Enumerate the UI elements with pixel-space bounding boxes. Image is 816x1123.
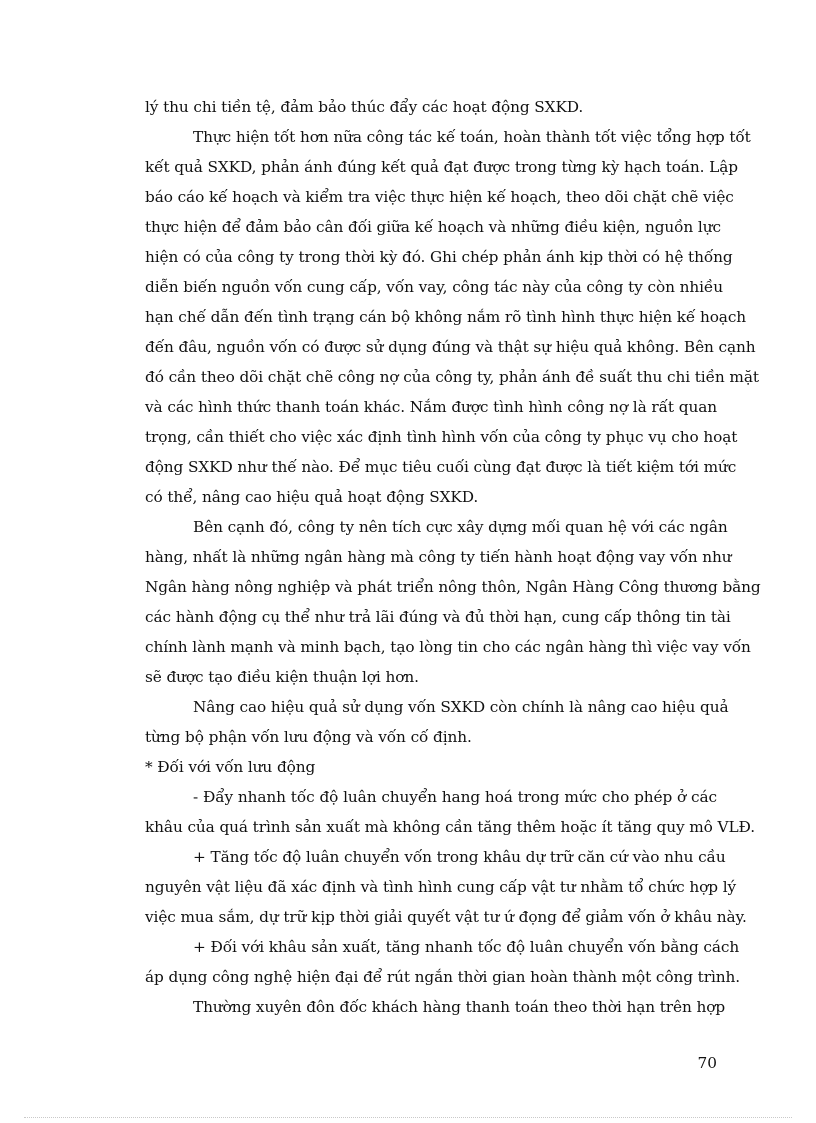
text-line: động SXKD như thế nào. Để mục tiêu cuối cùng đạt được là tiết kiệm tới mức — [145, 458, 737, 476]
text-line: sẽ được tạo điều kiện thuận lợi hơn. — [145, 668, 419, 686]
text-line: hiện có của công ty trong thời kỳ đó. Ghi chép phản ánh kịp thời có hệ thống — [145, 248, 733, 266]
bullet-line: + Tăng tốc độ luân chuyển vốn trong khâu dự trữ căn cứ vào nhu cầu — [193, 848, 726, 866]
bullet-line: + Đối với khâu sản xuất, tăng nhanh tốc độ luân chuyển vốn bằng cách — [193, 938, 740, 956]
text-line: và các hình thức thanh toán khác. Nắm được tình hình công nợ là rất quan — [145, 398, 717, 416]
paragraph-start-line: Bên cạnh đó, công ty nên tích cực xây dựng mối quan hệ với các ngân — [193, 518, 728, 536]
text-line: kết quả SXKD, phản ánh đúng kết quả đạt được trong từng kỳ hạch toán. Lập — [145, 158, 738, 176]
text-line: đến đâu, nguồn vốn có được sử dụng đúng và thật sự hiệu quả không. Bên cạnh — [145, 338, 756, 356]
text-line: chính lành mạnh và minh bạch, tạo lòng tin cho các ngân hàng thì việc vay vốn — [145, 638, 751, 656]
text-line: áp dụng công nghệ hiện đại để rút ngắn thời gian hoàn thành một công trình. — [145, 968, 741, 986]
paragraph-start-line: Thường xuyên đôn đốc khách hàng thanh toán theo thời hạn trên hợp — [193, 998, 726, 1016]
text-line: lý thu chi tiền tệ, đảm bảo thúc đẩy các hoạt động SXKD. — [145, 98, 584, 116]
text-line: hàng, nhất là những ngân hàng mà công ty tiến hành hoạt động vay vốn như — [145, 548, 732, 566]
text-line: diễn biến nguồn vốn cung cấp, vốn vay, công tác này của công ty còn nhiều — [145, 278, 723, 296]
bullet-line: - Đẩy nhanh tốc độ luân chuyển hang hoá trong mức cho phép ở các — [193, 788, 717, 806]
text-line: Ngân hàng nông nghiệp và phát triển nông thôn, Ngân Hàng Công thương bằng — [145, 578, 761, 596]
section-heading: * Đối với vốn lưu động — [145, 758, 316, 776]
paragraph-start-line: Thực hiện tốt hơn nữa công tác kế toán, hoàn thành tốt việc tổng hợp tốt — [193, 128, 751, 146]
text-line: đó cần theo dõi chặt chẽ công nợ của công ty, phản ánh đề suất thu chi tiền mặt — [145, 368, 759, 386]
page-number: 70 — [697, 1054, 717, 1072]
text-line: báo cáo kế hoạch và kiểm tra việc thực hiện kế hoạch, theo dõi chặt chẽ việc — [145, 188, 734, 206]
text-line: việc mua sắm, dự trữ kịp thời giải quyết vật tư ứ đọng để giảm vốn ở khâu này. — [145, 908, 747, 926]
paragraph-start-line: Nâng cao hiệu quả sử dụng vốn SXKD còn chính là nâng cao hiệu quả — [193, 698, 729, 716]
text-line: trọng, cần thiết cho việc xác định tình hình vốn của công ty phục vụ cho hoạt — [145, 428, 738, 446]
text-line: từng bộ phận vốn lưu động và vốn cố định. — [145, 728, 472, 746]
text-line: khâu của quá trình sản xuất mà không cần tăng thêm hoặc ít tăng quy mô VLĐ. — [145, 818, 756, 836]
document-page — [145, 92, 761, 1022]
text-line: có thể, nâng cao hiệu quả hoạt động SXKD. — [145, 488, 479, 506]
text-line: các hành động cụ thể như trả lãi đúng và đủ thời hạn, cung cấp thông tin tài — [145, 608, 731, 626]
text-line: thực hiện để đảm bảo cân đối giữa kế hoạch và những điều kiện, nguồn lực — [145, 218, 721, 236]
text-line: nguyên vật liệu đã xác định và tình hình cung cấp vật tư nhằm tổ chức hợp lý — [145, 878, 737, 896]
page-bottom-divider — [24, 1117, 792, 1118]
text-line: hạn chế dẫn đến tình trạng cán bộ không nắm rõ tình hình thực hiện kế hoạch — [145, 308, 747, 326]
